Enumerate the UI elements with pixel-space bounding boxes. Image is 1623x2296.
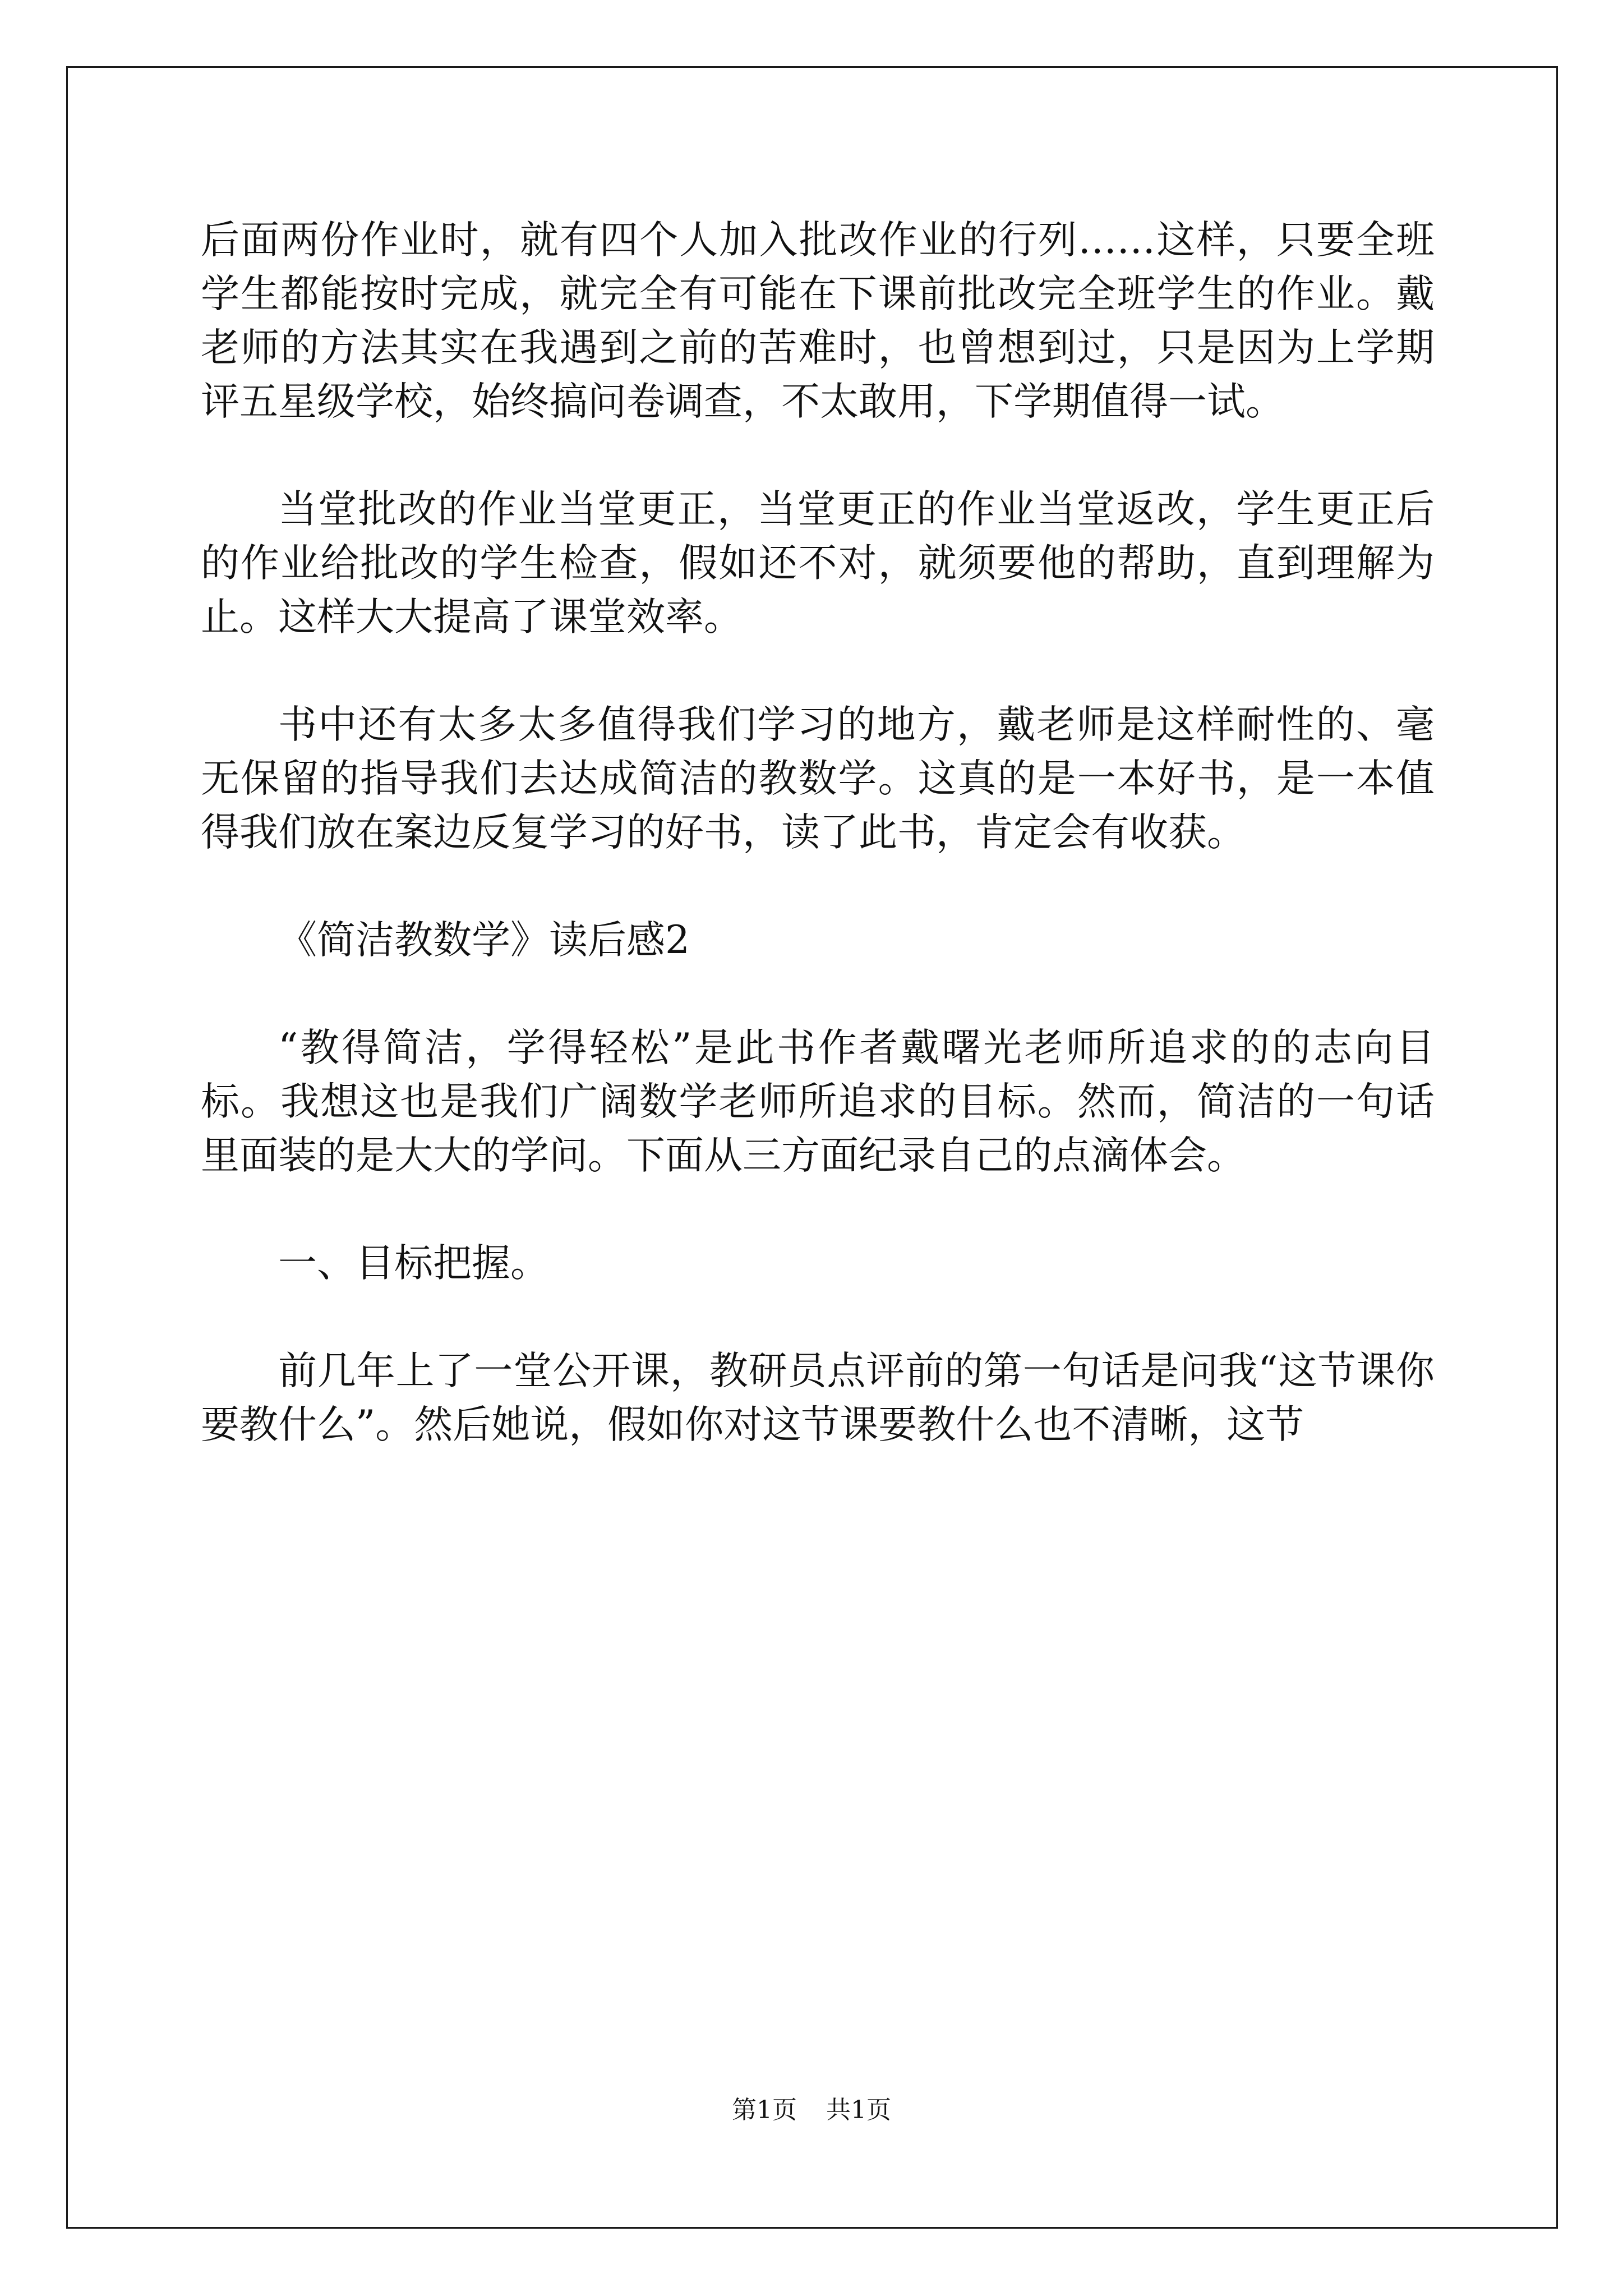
page-total: 共1页 — [826, 2096, 891, 2124]
document-body — [201, 213, 1435, 1506]
subheading-goal: 一、目标把握。 — [278, 1241, 549, 1286]
paragraph-3: 书中还有太多太多值得我们学习的地方，戴老师是这样耐性的、毫无保留的指导我们去达成简洁的教数学。这真的是一本好书，是一本值得我们放在案边反复学习的好书，读了此书，肯定会有收获。 — [201, 702, 1435, 855]
page-footer — [0, 2093, 1623, 2127]
section-heading: 《简洁教数学》读后感2 — [278, 918, 690, 963]
page-number: 第1页 — [732, 2096, 797, 2124]
paragraph-7: 前几年上了一堂公开课，教研员点评前的第一句话是问我“这节课你要教什么”。然后她说，假如你对这节课要教什么也不清晰，这节 — [201, 1349, 1435, 1447]
paragraph-2: 当堂批改的作业当堂更正，当堂更正的作业当堂返改，学生更正后的作业给批改的学生检查，假如还不对，就须要他的帮助，直到理解为止。这样大大提高了课堂效率。 — [201, 487, 1435, 639]
paragraph-5: “教得简洁，学得轻松”是此书作者戴曙光老师所追求的的志向目标。我想这也是我们广阔数学老师所追求的目标。然而，简洁的一句话里面装的是大大的学问。下面从三方面纪录自己的点滴体会。 — [201, 1025, 1435, 1178]
paragraph-1: 后面两份作业时，就有四个人加入批改作业的行列……这样，只要全班学生都能按时完成，就完全有可能在下课前批改完全班学生的作业。戴老师的方法其实在我遇到之前的苦难时，也曾想到过，只是因为上学期评五星级学校，始终搞问卷调查，不太敢用，下学期值得一试。 — [201, 218, 1435, 424]
